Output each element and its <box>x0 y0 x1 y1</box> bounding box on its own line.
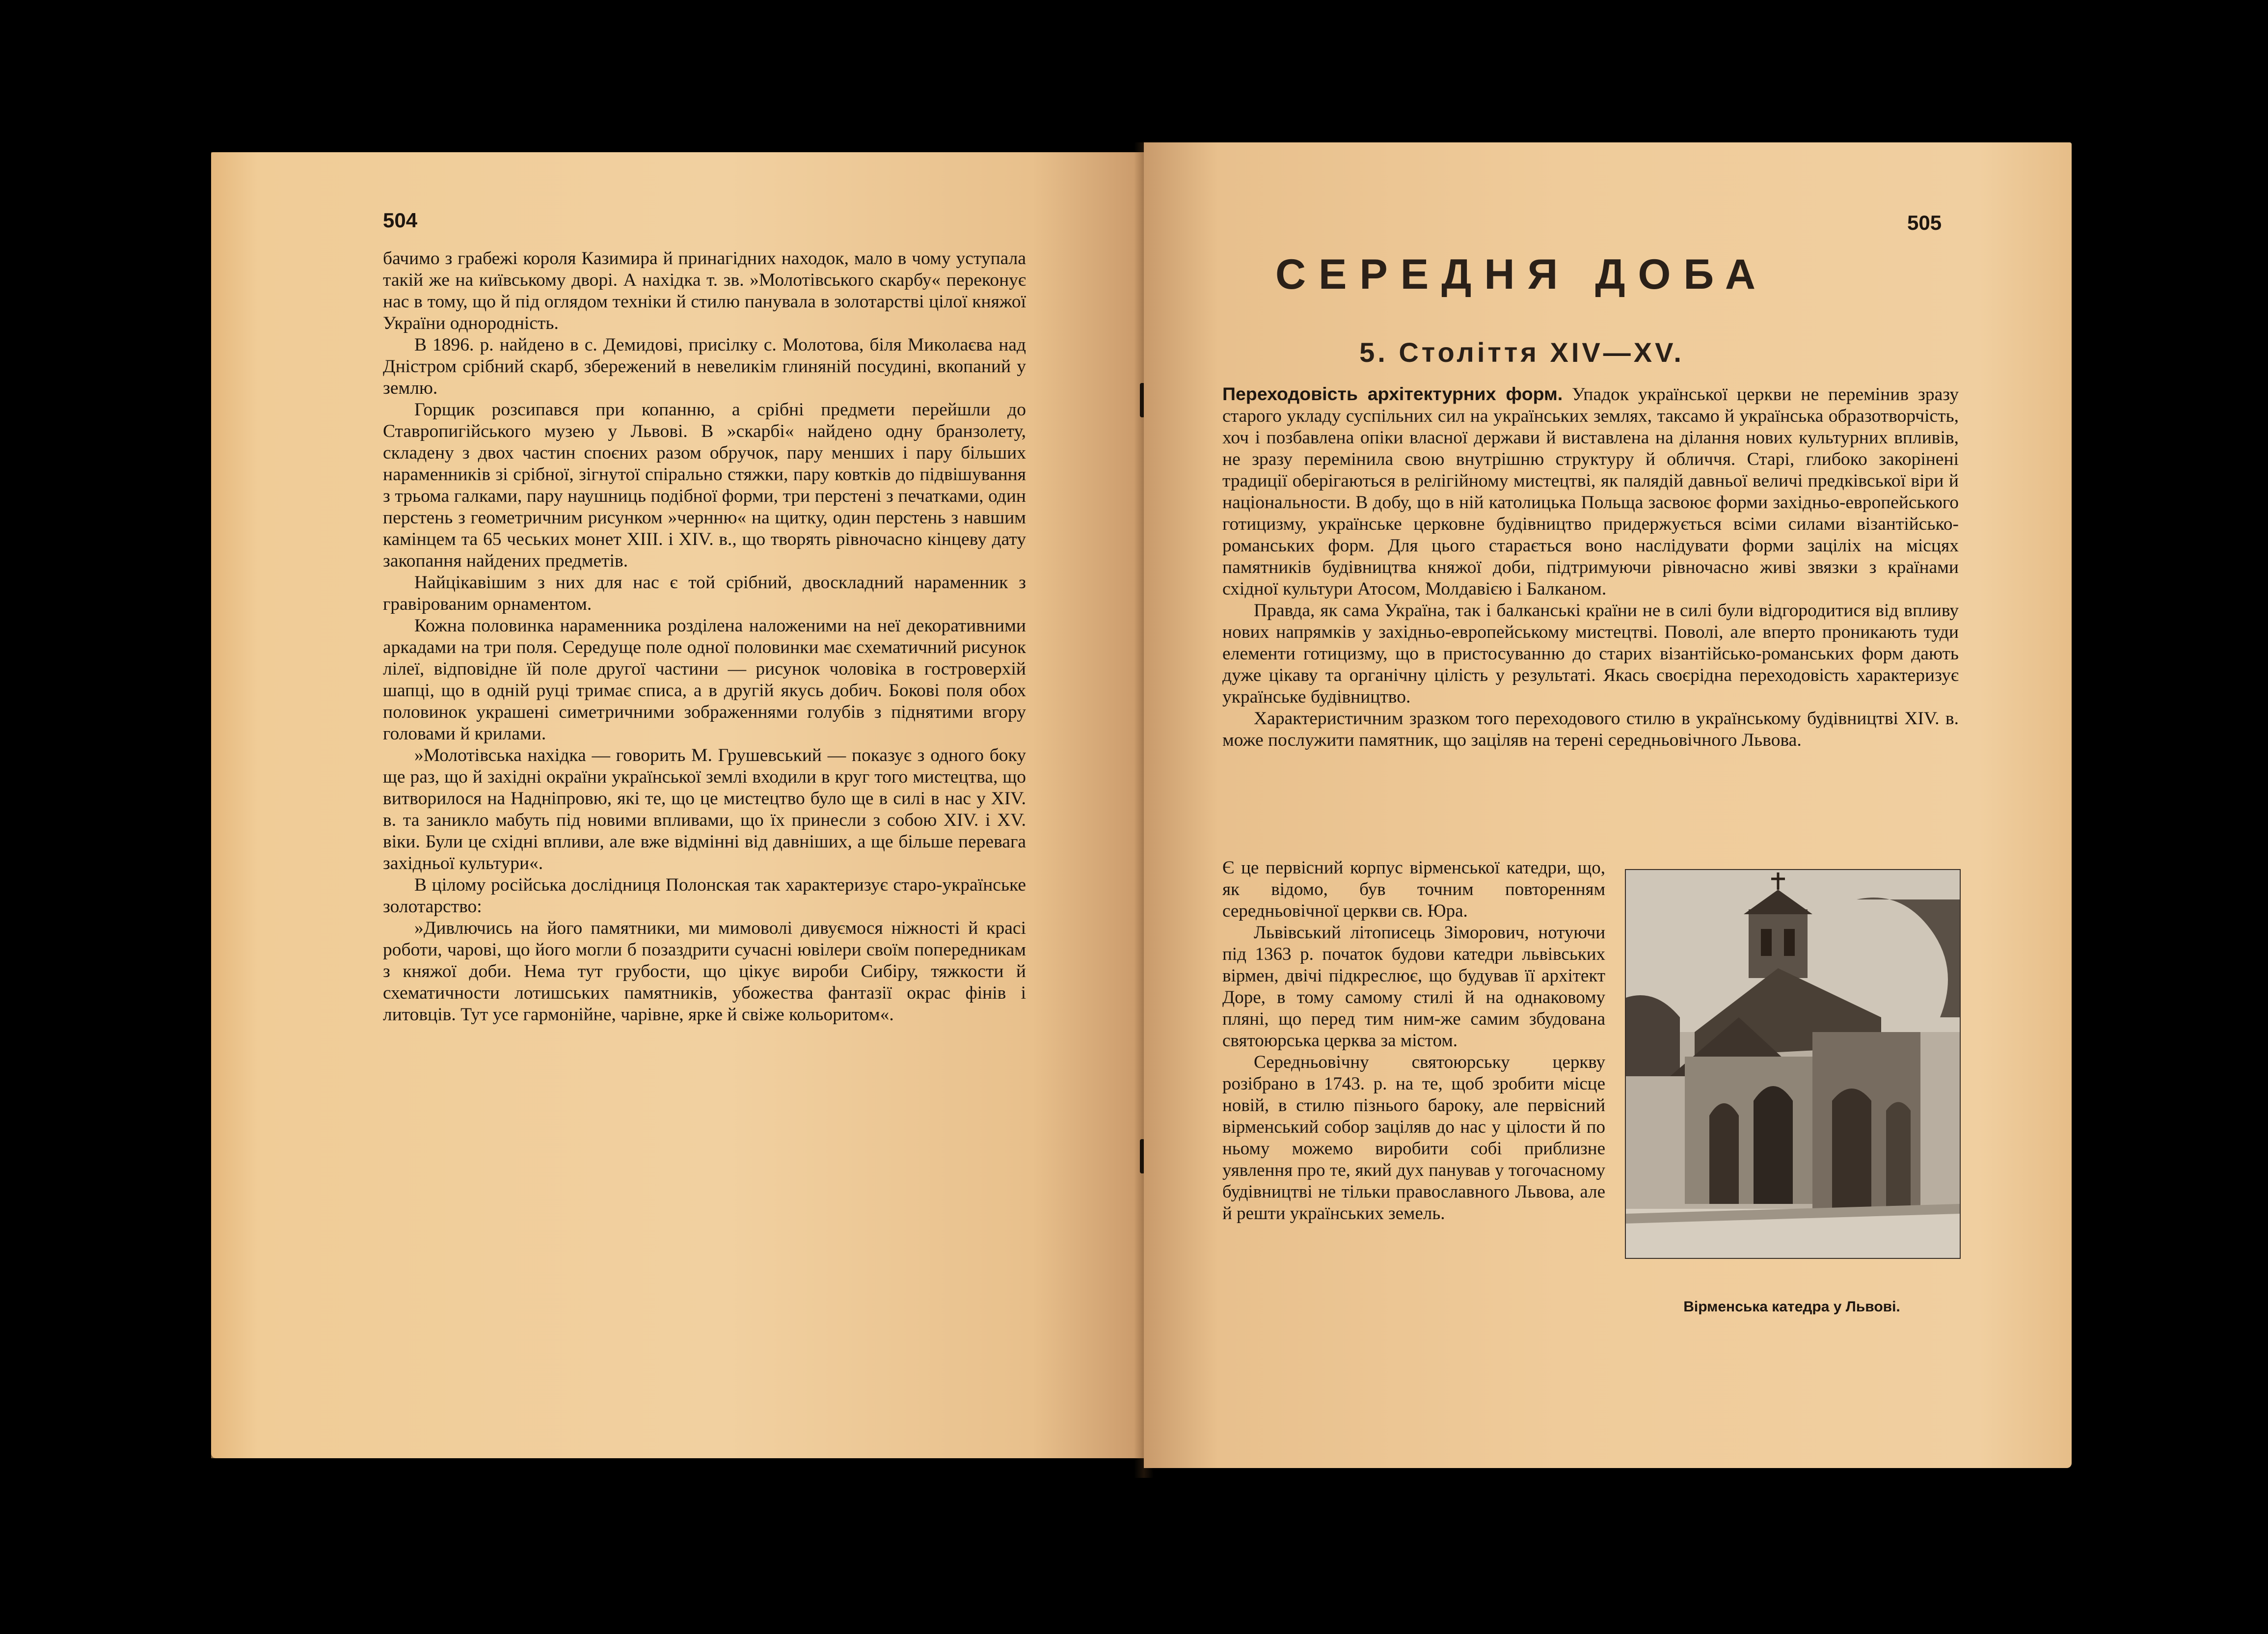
cathedral-illustration <box>1626 870 1960 1258</box>
paragraph: В цілому російська дослідниця Полонская так характеризує старо-українське золотарство: <box>383 875 1026 917</box>
lead-heading: Переходовість архітектурних форм. <box>1222 383 1563 404</box>
chapter-title: СЕРЕДНЯ ДОБА <box>1275 251 1769 298</box>
left-page-body <box>383 248 1026 1026</box>
paragraph: Середньовічну святоюрську церкву розібрано в 1743. р. на те, щоб зробити місце новій, в стилю пізнього бароку, але первісний вірменський собор заціляв до нас у цілости й по ньому можемо виробити собі приблизне уявлення про те, який дух панував у тогочасному будівництві не тільки православного Львова, але й решти українських земель. <box>1222 1052 1605 1224</box>
paragraph: »Дивлючись на його памятники, ми мимоволі дивуємося ніжності й красі роботи, чарові, що його могли б позаздрити сучасні ювілери своїм попередникам з княжої доби. Нема тут грубости, що цікує вироби Сибіру, тяжкости й схематичности лотишських памятників, убожества фантазії окрас фінів і литовців. Тут усе гармонійне, чарівне, ярке й свіже кольоритом«. <box>383 918 1026 1025</box>
paragraph: Львівський літописець Зіморович, нотуючи під 1363 р. початок будови катедри львівських вірмен, двічі підкреслює, що будував її архітект Доре, в тому самому стилі й на однаковому пляні, що перед тим ним-же самим збудована святоюрська церква за містом. <box>1222 923 1605 1051</box>
left-page <box>211 152 1144 1458</box>
paragraph: В 1896. р. найдено в с. Демидові, присілку с. Молотова, біля Миколаєва над Дністром срібний скарб, збережений в невеликім глиняній посудині, вкопаний у землю. <box>383 335 1026 398</box>
paragraph: Характеристичним зразком того переходового стилю в українському будівництві XIV. в. може послужити памятник, що заціляв на терені середньовічного Львова. <box>1222 708 1959 750</box>
section-title: 5. Століття XIV—XV. <box>1359 337 1684 368</box>
paragraph: Найцікавішим з них для нас є той срібний, двоскладний нараменник з гравірованим орнаментом. <box>383 572 1026 614</box>
page-number-right: 505 <box>1907 211 1942 234</box>
right-page <box>1144 142 2072 1468</box>
figure-caption: Вірменська катедра у Львові. <box>1683 1299 1900 1315</box>
right-page-body <box>1222 383 1959 751</box>
paragraph: бачимо з грабежі короля Казимира й принагідних находок, мало в чому уступала такій же на київському дворі. А нахідка т. зв. »Молотівського скарбу« переконує нас в тому, що й під оглядом техніки й стилю панувала в золотарстві цілої княжої України однородність. <box>383 248 1026 333</box>
paragraph: Є це первісний корпус вірменської катедри, що, як відомо, був точним повторенням середньовічної церкви св. Юра. <box>1222 858 1605 921</box>
paragraph <box>1222 383 1959 600</box>
paragraph: »Молотівська нахідка — говорить М. Грушевський — показує з одного боку ще раз, що й західні окраїни української землі входили в круг того мистецтва, що витворилося на Наднiпровю, які те, що це мистецтво було ще в силі в нас у XIV. в. та заникло мабуть під новими впливами, що їх принесли з собою XIV. і XV. віки. Були це східні впливи, але вже відмінні від давніших, а ще більше перевага західньої культури«. <box>383 745 1026 873</box>
paragraph: Кожна половинка нараменника розділена наложеними на неї декоративними аркадами на три поля. Середуще поле одної половинки має схематичний рисунок лілеї, відповідне їй поле другої частини — рисунок чоловіка в гостроверхій шапці, що в одній руці тримає списа, а в другій якусь добич. Бокові поля обох половинок украшені симетричними зображеннями голубів з піднятими вгору головами й крилами. <box>383 616 1026 744</box>
right-page-column <box>1222 857 1605 1225</box>
cathedral-photo <box>1625 869 1961 1259</box>
paragraph-text: Упадок української церкви не перемінив зразу старого укладу суспільних сил на українських землях, таксамо й українська образотворчість, хоч і позбавлена опіки власної держави й виставлена на ділання нових культурних впливів, не зразу перемінила свою внутрішню структуру й обличчя. Старі, глибоко закорінені традиції оберігаються в релігійному мистецтві, як палядій давньої величі предківської віри й національности. В добу, що в ній католицька Польща засвоює форми західньо-европейського готицизму, українське церковне будівництво придержується всіми силами візантійсько-романських форм. Для цього старається воно наслідувати форми заціліх на місцях памятників будівництва княжої доби, підтримуючи рівночасно живі звязки з країнами східної культури Атосом, Молдавією і Балканом. <box>1222 384 1959 599</box>
paragraph: Правда, як сама Україна, так і балканські країни не в силі були відгородитися від впливу нових напрямків у західньо-европейському мистецтві. Поволі, але вперто проникають туди елементи готицизму, що в пристосуванню до старих візантійсько-романських форм дають дуже цікаву та органічну цілість у результаті. Якась своєрідна переходовість характеризує українське будівництво. <box>1222 600 1959 707</box>
paragraph: Горщик розсипався при копанню, а срібні предмети перейшли до Ставропигійського музею у Львові. В »скарбі« найдено одну бранзолету, складену з двох частин споєних разом обручок, пару менших і пару більших нараменників зі срібної, зігнутої спірально стяжки, пару ковтків до підвішування з трьома галками, пару наушниць подібної форми, три перстені з печатками, один перстень з геометричним рисунком »чернню« на щитку, один перстень з навшим камінцем та 65 чеських монет XIII. і XIV. в., що творять рівночасно кінцеву дату закопання найдених предметів. <box>383 400 1026 571</box>
open-book <box>211 142 2077 1498</box>
page-number-left: 504 <box>383 209 418 232</box>
